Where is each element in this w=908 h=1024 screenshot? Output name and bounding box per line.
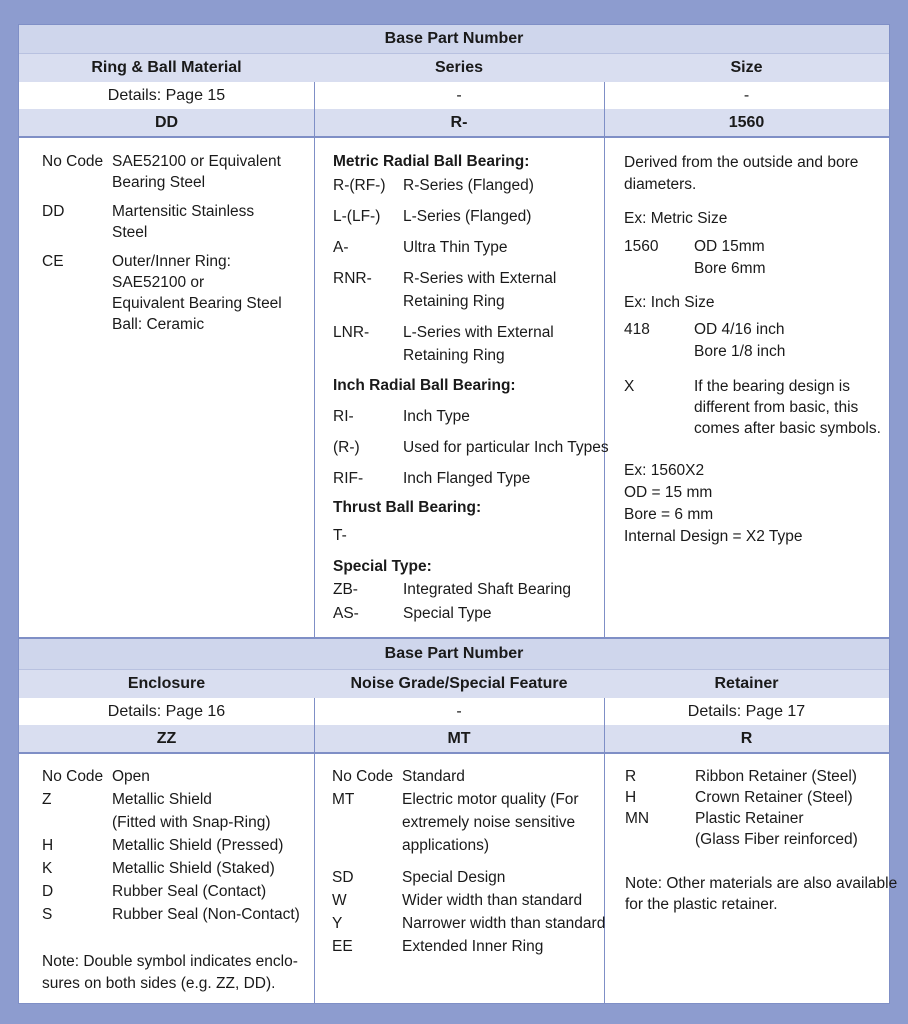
bottom-header-band (19, 670, 889, 698)
noise-list: No Code Standard MT Electric motor quality (For extremely noise sensitive applications) SD Special Design W Wider width than standard Y Narrower width than standard EE Extended Inner Ring (332, 768, 606, 955)
details-series: - (456, 86, 462, 104)
code-noise: MT (447, 729, 471, 747)
top-code-band (19, 109, 889, 136)
top-title-band (19, 25, 889, 53)
inch-size-label: Ex: Inch Size (624, 294, 715, 311)
bottom-title-band (19, 639, 889, 669)
details-enclosure: Details: Page 16 (107, 702, 226, 720)
part-number-table (18, 24, 898, 1004)
top-details-band (19, 82, 889, 109)
bottom-code-band (19, 725, 889, 752)
enclosure-list: No Code Open Z Metallic Shield (Fitted with Snap-Ring) H Metallic Shield (Pressed) K Metallic Shield (Staked) D Rubber Seal (Contact) S Rubber Seal (Non-Contact) Note: Double symbol indicates enclo- sures on both sides (e.g. ZZ, DD). (42, 768, 300, 992)
metric-heading: Metric Radial Ball Bearing: (333, 153, 530, 170)
header-series: Series (434, 59, 484, 76)
details-retainer: Details: Page 17 (687, 702, 806, 720)
inch-heading: Inch Radial Ball Bearing: (333, 377, 516, 394)
bottom-section-title: Base Part Number (384, 645, 524, 662)
size-list: Derived from the outside and bore diameters. Ex: Metric Size 1560 OD 15mm Bore 6mm Ex: Inch Size 418 OD 4/16 inch Bore 1/8 inch X If the bearing design is different from basic, this comes after basic symbols. Ex: 1560X2 OD = 15 mm Bore = 6 mm Internal Design = X2 Type (624, 154, 881, 545)
details-material: Details: Page 15 (107, 86, 226, 104)
series-list: Metric Radial Ball Bearing: R-(RF-) R-Series (Flanged) L-(LF-) L-Series (Flanged) A- Ultra Thin Type RNR- R-Series with External Retaining Ring LNR- L-Series with External Retaining Ring Inch Radial Ball Bearing: RI- Inch Type (R-) Used for particular Inch Types RIF- Inch Flanged Type Thrust Ball Bearing: T- Special Type: ZB- Integrated Shaft Bearing AS- Special Type (333, 153, 609, 622)
enclosure-note: Note: Double symbol indicates enclo- (42, 953, 298, 970)
bottom-details-band (19, 698, 889, 725)
header-retainer: Retainer (714, 675, 779, 692)
header-noise-grade: Noise Grade/Special Feature (350, 675, 568, 692)
code-enclosure: ZZ (156, 729, 177, 747)
header-size: Size (730, 59, 763, 76)
code-size: 1560 (728, 113, 765, 131)
code-series: R- (450, 113, 468, 131)
code-material: DD (154, 113, 179, 131)
details-noise: - (456, 702, 462, 720)
top-section-title: Base Part Number (384, 30, 524, 47)
details-size: - (743, 86, 750, 104)
code-retainer: R (740, 729, 753, 747)
metric-size-label: Ex: Metric Size (624, 210, 728, 227)
retainer-note: Note: Other materials are also available (625, 875, 898, 892)
material-list: No Code SAE52100 or Equivalent Bearing Steel DD Martensitic Stainless Steel CE Outer/Inner Ring: SAE52100 or Equivalent Bearing Steel Ball: Ceramic (42, 153, 282, 333)
retainer-list: R Ribbon Retainer (Steel) H Crown Retainer (Steel) MN Plastic Retainer (Glass Fiber reinforced) Note: Other materials are also available for the plastic retainer. (625, 768, 898, 913)
thrust-heading: Thrust Ball Bearing: (333, 499, 482, 516)
special-heading: Special Type: (333, 558, 432, 575)
header-enclosure: Enclosure (127, 675, 206, 692)
top-header-band (19, 54, 889, 82)
header-ring-ball-material: Ring & Ball Material (91, 59, 242, 76)
